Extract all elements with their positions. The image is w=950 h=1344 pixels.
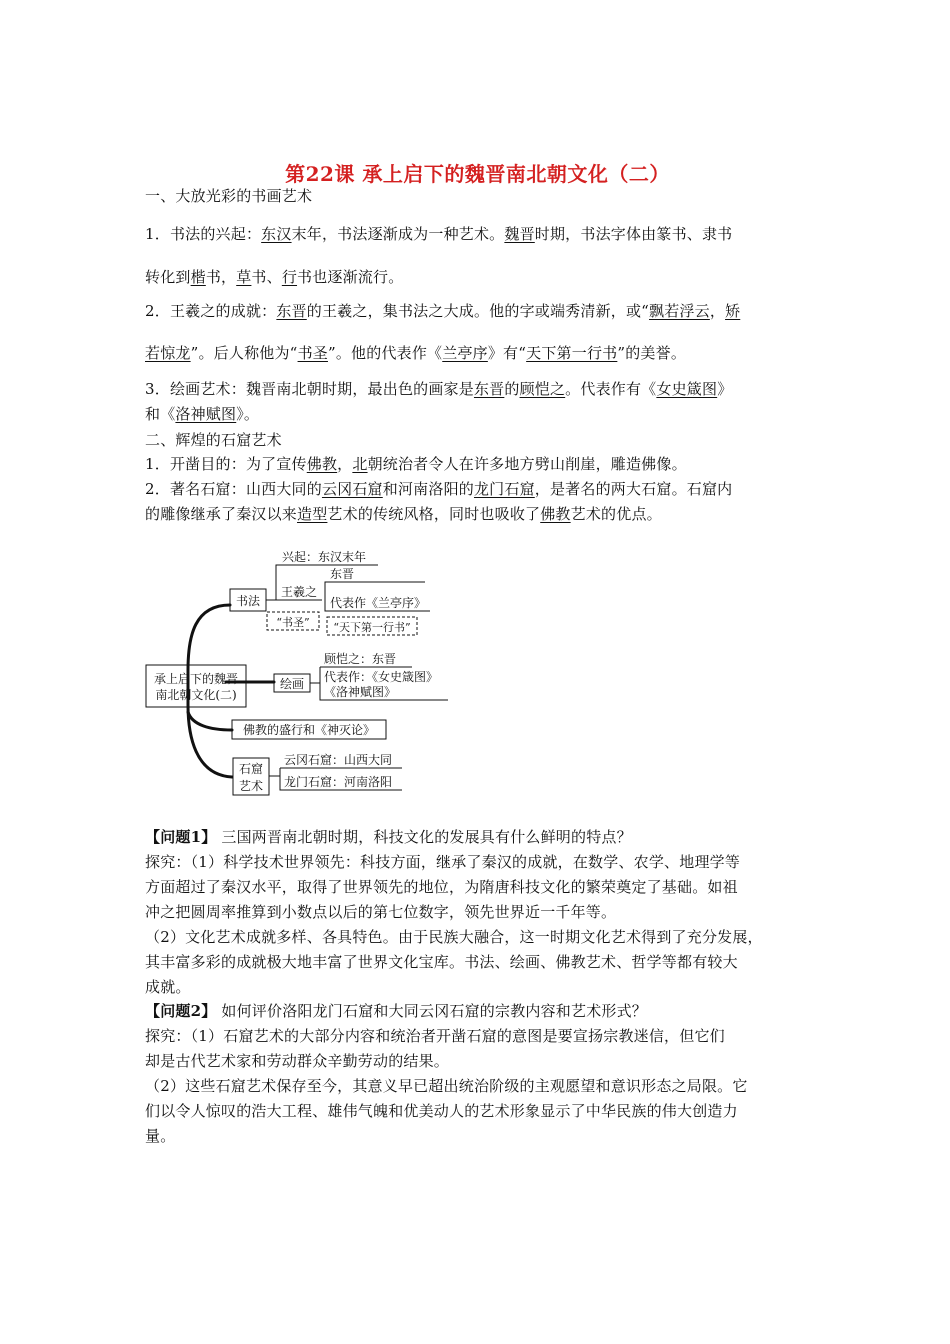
question-2: 【问题2】 如何评价洛阳龙门石窟和大同云冈石窟的宗教内容和艺术形式？ <box>145 1002 648 1020</box>
s1-paragraph-1-line-2: 转化到楷书，草书、行书也逐渐流行。 <box>145 268 404 286</box>
diagram-daibiao-1: 代表作《兰亭序》 <box>330 596 427 610</box>
q2-answer-line-3: （2）这些石窟艺术保存至今，其意义早已超出统治阶级的主观愿望和意识形态之局限。它 <box>145 1077 748 1095</box>
diagram-gukaizhi: 顾恺之：东晋 <box>324 652 397 666</box>
diagram-luoshen: 《洛神赋图》 <box>324 685 397 699</box>
section-1-heading: 一、大放光彩的书画艺术 <box>145 187 313 205</box>
s1-paragraph-1-line-1: 1．书法的兴起：东汉末年，书法逐渐成为一种艺术。魏晋时期，书法字体由篆书、隶书 <box>145 225 733 243</box>
diagram-shiku-line-1: 石窟 <box>238 762 264 776</box>
mind-map-diagram <box>140 540 460 805</box>
q1-answer-line-2: 方面超过了秦汉水平，取得了世界领先的地位，为隋唐科技文化的繁荣奠定了基础。如祖 <box>145 878 738 896</box>
diagram-shiku-line-2: 艺术 <box>238 779 264 793</box>
s1-paragraph-2-line-1: 2．王羲之的成就：东晋的王羲之，集书法之大成。他的字或端秀清新，或“飘若浮云，矫 <box>145 302 741 320</box>
diagram-root-line-1: 承上启下的魏晋 <box>153 672 239 686</box>
s1-paragraph-3-line-2: 和《洛神赋图》。 <box>145 405 260 423</box>
q1-answer-line-6: 成就。 <box>145 978 191 996</box>
q1-answer-line-5: 其丰富多彩的成就极大地丰富了世界文化宝库。书法、绘画、佛教艺术、哲学等都有较大 <box>145 953 738 971</box>
s2-paragraph-2-line-2: 的雕像继承了秦汉以来造型艺术的传统风格，同时也吸收了佛教艺术的优点。 <box>145 505 662 523</box>
s2-paragraph-2-line-1: 2．著名石窟：山西大同的云冈石窟和河南洛阳的龙门石窟，是著名的两大石窟。石窟内 <box>145 480 733 498</box>
q2-answer-line-2: 却是古代艺术家和劳动群众辛勤劳动的结果。 <box>145 1052 450 1070</box>
q2-answer-line-1: 探究：（1）石窟艺术的大部分内容和统治者开凿石窟的意图是要宣扬宗教迷信，但它们 <box>145 1027 725 1045</box>
diagram-longmen: 龙门石窟：河南洛阳 <box>284 775 393 789</box>
diagram-xingqi: 兴起：东汉末年 <box>282 550 367 564</box>
diagram-dongjin: 东晋 <box>330 567 355 581</box>
question-1: 【问题1】 三国两晋南北朝时期，科技文化的发展具有什么鲜明的特点？ <box>145 828 632 846</box>
diagram-shusheng: “书圣” <box>276 616 310 629</box>
q2-answer-line-4: 们以令人惊叹的浩大工程、雄伟气魄和优美动人的艺术形象显示了中华民族的伟大创造力 <box>145 1102 738 1120</box>
s1-paragraph-3-line-1: 3．绘画艺术：魏晋南北朝时期，最出色的画家是东晋的顾恺之。代表作有《女史箴图》 <box>145 380 733 398</box>
q2-answer-line-5: 量。 <box>145 1127 176 1145</box>
diagram-wangxizhi: 王羲之 <box>281 585 318 599</box>
diagram-root-line-2: 南北朝文化(二) <box>155 688 237 702</box>
s1-paragraph-2-line-2: 若惊龙”。后人称他为“书圣”。他的代表作《兰亭序》有“天下第一行书”的美誉。 <box>145 344 687 362</box>
diagram-daibiao-2: 代表作：《女史箴图》 <box>324 670 439 684</box>
lesson-title: 第22课 承上启下的魏晋南北朝文化（二） <box>285 162 670 186</box>
diagram-tianxia: “天下第一行书” <box>333 621 411 634</box>
section-2-heading: 二、辉煌的石窟艺术 <box>145 431 282 449</box>
s2-paragraph-1: 1．开凿目的：为了宣传佛教，北朝统治者令人在许多地方劈山削崖，雕造佛像。 <box>145 455 687 473</box>
q1-answer-line-1: 探究：（1）科学技术世界领先：科技方面，继承了秦汉的成就，在数学、农学、地理学等 <box>145 853 741 871</box>
diagram-huihua: 绘画 <box>279 677 305 691</box>
q1-answer-line-3: 冲之把圆周率推算到小数点以后的第七位数字，领先世界近一千年等。 <box>145 903 617 921</box>
diagram-fojiao: 佛教的盛行和《神灭论》 <box>242 723 376 737</box>
diagram-yungang: 云冈石窟：山西大同 <box>284 753 393 767</box>
q1-answer-line-4: （2）文化艺术成就多样、各具特色。由于民族大融合，这一时期文化艺术得到了充分发展， <box>145 928 763 946</box>
diagram-shufa: 书法 <box>235 594 261 608</box>
